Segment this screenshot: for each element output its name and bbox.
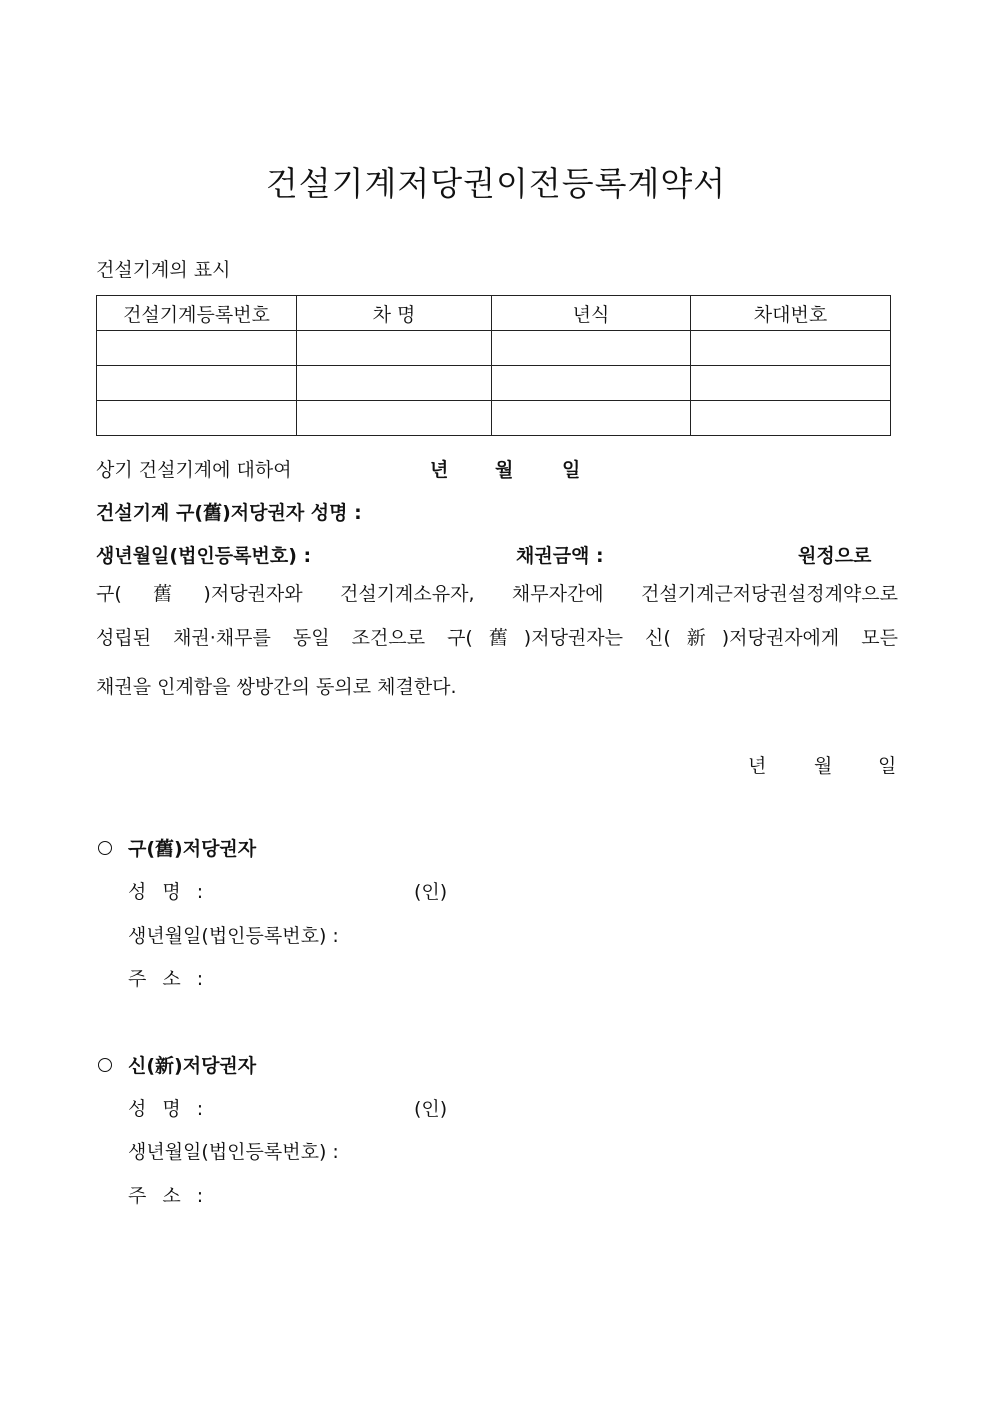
old-holder-heading-text: 구(舊)저당권자 bbox=[128, 838, 257, 860]
intro-month: 월 bbox=[495, 459, 514, 481]
section-label: 건설기계의 표시 bbox=[96, 259, 231, 281]
new-holder-address-label: 주 소 : bbox=[128, 1185, 204, 1207]
table-cell[interactable] bbox=[492, 331, 691, 366]
date-month: 월 bbox=[814, 755, 833, 777]
table-cell[interactable] bbox=[691, 331, 891, 366]
table-header-cell: 차대번호 bbox=[691, 296, 891, 331]
date-year: 년 bbox=[748, 755, 767, 777]
new-holder-heading-text: 신(新)저당권자 bbox=[128, 1055, 257, 1077]
table-row bbox=[97, 331, 891, 366]
table-cell[interactable] bbox=[297, 401, 492, 436]
old-holder-name-label: 성 명 : bbox=[128, 881, 204, 903]
new-holder-name-label: 성 명 : bbox=[128, 1098, 204, 1120]
agreement-line-3: 채권을 인계함을 쌍방간의 동의로 체결한다. bbox=[96, 676, 457, 698]
date-day: 일 bbox=[878, 755, 897, 777]
table-cell[interactable] bbox=[492, 366, 691, 401]
intro-year: 년 bbox=[430, 459, 449, 481]
old-holder-birth-label: 생년월일(법인등록번호) : bbox=[128, 925, 339, 947]
new-holder-seal: (인) bbox=[414, 1098, 448, 1120]
new-holder-birth-label: 생년월일(법인등록번호) : bbox=[128, 1141, 339, 1163]
table-header-cell: 건설기계등록번호 bbox=[97, 296, 297, 331]
table-header-cell: 년식 bbox=[492, 296, 691, 331]
table-cell[interactable] bbox=[297, 366, 492, 401]
document-title: 건설기계저당권이전등록계약서 bbox=[265, 164, 727, 203]
intro-day: 일 bbox=[562, 459, 581, 481]
table-row bbox=[97, 401, 891, 436]
old-holder-heading bbox=[98, 834, 256, 861]
table-cell[interactable] bbox=[492, 401, 691, 436]
table-cell[interactable] bbox=[97, 366, 297, 401]
table-cell[interactable] bbox=[97, 401, 297, 436]
circle-bullet-icon bbox=[98, 1058, 112, 1072]
table-cell[interactable] bbox=[691, 366, 891, 401]
circle-bullet-icon bbox=[98, 841, 112, 855]
table-header-row bbox=[97, 296, 891, 331]
table-cell[interactable] bbox=[297, 331, 492, 366]
agreement-line-2: 성립된 채권·채무를 동일 조건으로 구(舊)저당권자는 신(新)저당권자에게 모든 bbox=[96, 627, 898, 649]
new-holder-heading bbox=[98, 1051, 256, 1078]
equipment-table bbox=[96, 295, 891, 436]
intro-prefix: 상기 건설기계에 대하여 bbox=[96, 459, 292, 481]
birth-label: 생년월일(법인등록번호) : bbox=[96, 545, 312, 567]
table-cell[interactable] bbox=[97, 331, 297, 366]
table-row bbox=[97, 366, 891, 401]
table-header-cell: 차 명 bbox=[297, 296, 492, 331]
agreement-line-1: 구(舊)저당권자와 건설기계소유자, 채무자간에 건설기계근저당권설정계약으로 bbox=[96, 583, 898, 605]
table-cell[interactable] bbox=[691, 401, 891, 436]
amount-label: 채권금액 : bbox=[516, 545, 604, 567]
old-holder-seal: (인) bbox=[414, 881, 448, 903]
won-suffix: 원정으로 bbox=[798, 545, 872, 567]
old-holder-address-label: 주 소 : bbox=[128, 968, 204, 990]
old-holder-name-line: 건설기계 구(舊)저당권자 성명 : bbox=[96, 502, 362, 524]
